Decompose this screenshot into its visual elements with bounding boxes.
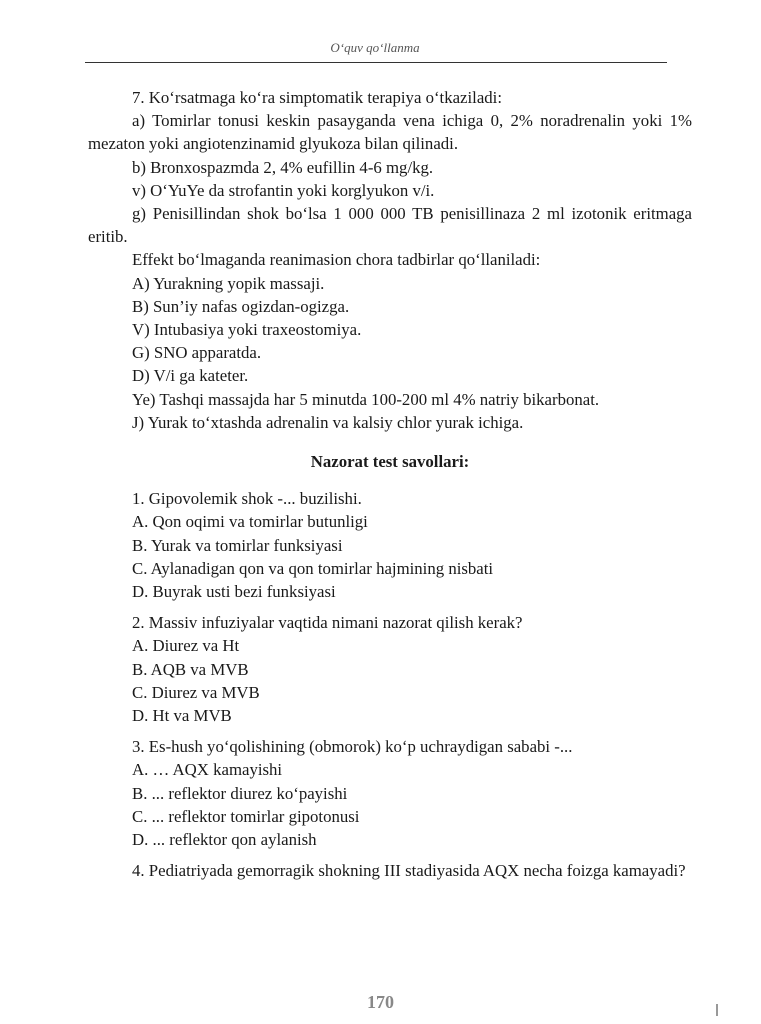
answer-option: A. … AQX kamayishi	[132, 760, 283, 780]
section7-item-a: a) Tomirlar tonusi keskin pasayganda vena ichiga 0, 2% noradrenalin yoki 1% mezaton yoki angiotenzinamid glyukoza bilan qilinadi.	[88, 111, 692, 154]
reanimation-item: D) V/i ga kateter.	[132, 366, 249, 386]
question-text: 4. Pediatriyada gemorragik shokning III stadiyasida AQX necha foizga kamayadi?	[132, 861, 686, 881]
answer-option: B. AQB va MVB	[132, 659, 249, 679]
answer-option: B. ... reflektor diurez ko‘payishi	[132, 783, 348, 803]
section7-item-g: g) Penisillindan shok bo‘lsa 1 000 000 TB penisillinaza 2 ml izotonik eritmaga eritib.	[88, 204, 692, 247]
header-rule	[85, 62, 667, 63]
section7-intro: 7. Ko‘rsatmaga ko‘ra simptomatik terapiya o‘tkaziladi:	[132, 88, 502, 107]
answer-option: C. ... reflektor tomirlar gipotonusi	[132, 806, 360, 826]
scan-mark	[716, 1004, 718, 1016]
answer-option: C. Aylanadigan qon va qon tomirlar hajmining nisbati	[132, 558, 494, 578]
answer-option: A. Diurez va Ht	[132, 636, 240, 656]
test-section-title: Nazorat test savollari:	[310, 452, 470, 472]
question-text: 1. Gipovolemik shok -... buzilishi.	[132, 489, 362, 509]
running-header: O‘quv qo‘llanma	[330, 40, 420, 55]
reanimation-item: V) Intubasiya yoki traxeostomiya.	[132, 320, 362, 340]
answer-option: D. ... reflektor qon aylanish	[132, 830, 317, 850]
section7-item-v: v) O‘YuYe da strofantin yoki korglyukon v/i.	[132, 180, 435, 200]
question-text: 3. Es-hush yo‘qolishining (obmorok) ko‘p uchraydigan sababi -...	[132, 737, 573, 757]
answer-option: B. Yurak va tomirlar funksiyasi	[132, 535, 343, 555]
page-number: 170	[367, 992, 394, 1012]
reanimation-item: G) SNO apparatda.	[132, 343, 262, 363]
answer-option: C. Diurez va MVB	[132, 682, 260, 702]
section7-item-j: J) Yurak to‘xtashda adrenalin va kalsiy chlor yurak ichiga.	[132, 412, 524, 432]
answer-option: A. Qon oqimi va tomirlar butunligi	[132, 512, 368, 532]
question-2	[88, 611, 692, 727]
answer-option: D. Buyrak usti bezi funksiyasi	[132, 582, 336, 602]
question-1	[88, 487, 692, 603]
reanimation-item: B) Sun’iy nafas ogizdan-ogizga.	[132, 296, 350, 316]
answer-option: D. Ht va MVB	[132, 706, 232, 726]
page-content	[88, 86, 692, 883]
question-text: 2. Massiv infuziyalar vaqtida nimani nazorat qilish kerak?	[132, 613, 523, 633]
question-3	[88, 735, 692, 851]
effekt-line: Effekt bo‘lmaganda reanimasion chora tadbirlar qo‘llaniladi:	[132, 250, 541, 270]
section7-item-b: b) Bronxospazmda 2, 4% eufillin 4-6 mg/kg.	[132, 157, 434, 177]
section7-item-ye: Ye) Tashqi massajda har 5 minutda 100-200 ml 4% natriy bikarbonat.	[132, 389, 600, 409]
reanimation-item: A) Yurakning yopik massaji.	[132, 273, 325, 293]
question-4	[88, 859, 692, 882]
